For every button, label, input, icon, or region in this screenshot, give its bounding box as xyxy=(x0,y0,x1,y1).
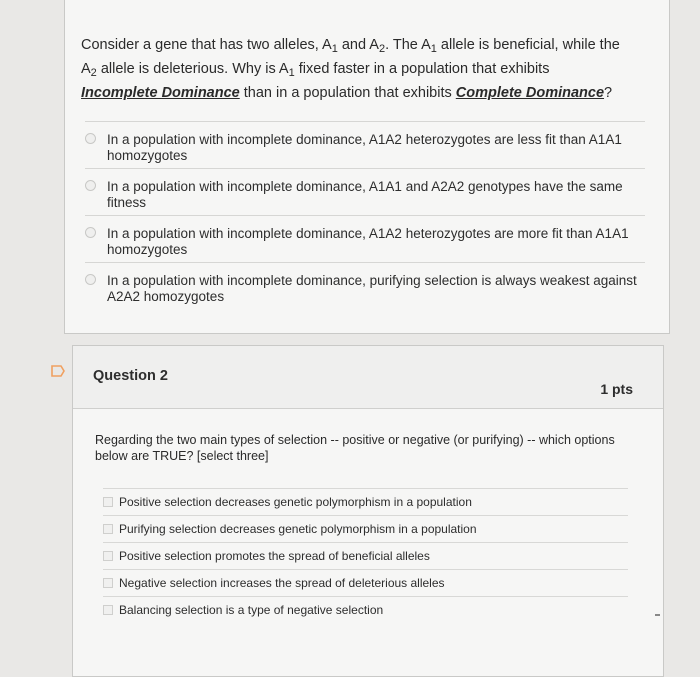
checkbox-option[interactable] xyxy=(103,515,628,542)
checkbox-icon[interactable] xyxy=(103,605,113,615)
radio-icon[interactable] xyxy=(85,274,96,285)
checkbox-icon[interactable] xyxy=(103,497,113,507)
checkbox-option[interactable] xyxy=(103,488,628,515)
flag-icon[interactable] xyxy=(50,364,66,378)
answer-option-label: In a population with incomplete dominance, purifying selection is always weakest against A2A2 homozygotes xyxy=(107,273,637,304)
checkbox-option[interactable] xyxy=(103,569,628,596)
question-title: Question 2 xyxy=(93,368,168,384)
answer-option[interactable] xyxy=(85,121,645,168)
scroll-marker xyxy=(655,614,660,616)
radio-icon[interactable] xyxy=(85,133,96,144)
answer-option-label: In a population with incomplete dominance, A1A2 heterozygotes are less fit than A1A1 homozygotes xyxy=(107,132,622,163)
question-points: 1 pts xyxy=(600,381,633,397)
radio-icon[interactable] xyxy=(85,227,96,238)
checkbox-option-label: Purifying selection decreases genetic polymorphism in a population xyxy=(119,522,477,536)
question-1-card xyxy=(64,0,670,334)
question-2-prompt: Regarding the two main types of selection -- positive or negative (or purifying) -- which options below are TRUE? [select three] xyxy=(95,433,615,463)
answer-option[interactable] xyxy=(85,168,645,215)
answer-option-label: In a population with incomplete dominance, A1A2 heterozygotes are more fit than A1A1 homozygotes xyxy=(107,226,629,257)
question-2-card xyxy=(72,345,664,677)
checkbox-option-label: Balancing selection is a type of negative selection xyxy=(119,603,384,617)
checkbox-option-label: Positive selection promotes the spread of beneficial alleles xyxy=(119,549,430,563)
checkbox-option-label: Negative selection increases the spread of deleterious alleles xyxy=(119,576,445,590)
checkbox-icon[interactable] xyxy=(103,578,113,588)
emphasis-complete-dominance: Complete Dominance xyxy=(455,85,605,101)
question-2-header xyxy=(73,346,663,409)
checkbox-option[interactable] xyxy=(103,542,628,569)
question-1-prompt: Consider a gene that has two alleles, $A_1$ and $A_2$. The $A_1$ allele is beneficial, while the $A_2$ allele is deleterious. Why is $A_1$ fixed faster in a population that exhibits Incomplete Dominance than in a population that exhibits Complete Dominance? xyxy=(81,37,620,101)
emphasis-incomplete-dominance: Incomplete Dominance xyxy=(81,85,240,101)
checkbox-option[interactable] xyxy=(103,596,628,623)
answer-option[interactable] xyxy=(85,215,645,262)
question-2-options xyxy=(103,488,628,623)
question-1-options xyxy=(85,121,645,309)
answer-option[interactable] xyxy=(85,262,645,309)
checkbox-icon[interactable] xyxy=(103,524,113,534)
radio-icon[interactable] xyxy=(85,180,96,191)
checkbox-option-label: Positive selection decreases genetic polymorphism in a population xyxy=(119,495,472,509)
answer-option-label: In a population with incomplete dominance, A1A1 and A2A2 genotypes have the same fitness xyxy=(107,179,623,210)
checkbox-icon[interactable] xyxy=(103,551,113,561)
